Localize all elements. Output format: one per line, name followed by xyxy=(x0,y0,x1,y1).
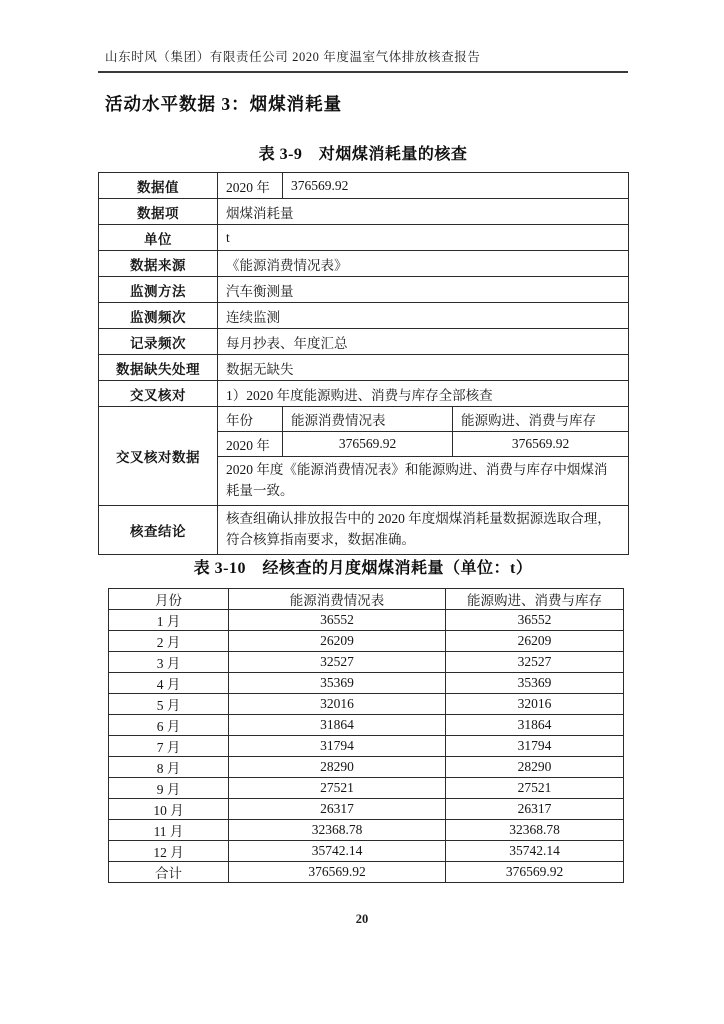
cell-value: 32016 xyxy=(229,694,446,715)
inner-header-purchase-stock: 能源购进、消费与库存 xyxy=(453,407,629,432)
table-row xyxy=(109,841,624,862)
table-row xyxy=(109,736,624,757)
table-row xyxy=(109,610,624,631)
cell-month: 12 月 xyxy=(109,841,229,862)
cell-value: 36552 xyxy=(446,610,624,631)
cell-value: 28290 xyxy=(229,757,446,778)
table-row xyxy=(109,799,624,820)
table-row xyxy=(99,199,629,225)
table-row xyxy=(109,862,624,883)
row-label: 记录频次 xyxy=(99,329,218,355)
cell-month: 9 月 xyxy=(109,778,229,799)
cell-month: 2 月 xyxy=(109,631,229,652)
table-row xyxy=(109,757,624,778)
cell-value: 26209 xyxy=(446,631,624,652)
cell-value: 26209 xyxy=(229,631,446,652)
table-3-9 xyxy=(98,172,629,555)
row-label: 数据来源 xyxy=(99,251,218,277)
cell-value: 35369 xyxy=(446,673,624,694)
table-row xyxy=(99,173,629,199)
row-label: 数据缺失处理 xyxy=(99,355,218,381)
cell-value: 《能源消费情况表》 xyxy=(218,251,629,277)
cell-value: 32527 xyxy=(229,652,446,673)
cell-value: 31864 xyxy=(446,715,624,736)
cell-month: 1 月 xyxy=(109,610,229,631)
cell-value: 烟煤消耗量 xyxy=(218,199,629,225)
table-3-9-caption: 表 3-9 对烟煤消耗量的核查 xyxy=(258,146,468,163)
section-heading: 活动水平数据 3：烟煤消耗量 xyxy=(105,94,343,114)
table-row xyxy=(109,673,624,694)
cell-value: 汽车衡测量 xyxy=(218,277,629,303)
inner-header-consumption-table: 能源消费情况表 xyxy=(283,407,453,432)
table-row xyxy=(99,251,629,277)
cell-value: 31794 xyxy=(446,736,624,757)
cell-value: 376569.92 xyxy=(229,862,446,883)
cell-month: 10 月 xyxy=(109,799,229,820)
cell-value: 31794 xyxy=(229,736,446,757)
cell-value: 每月抄表、年度汇总 xyxy=(218,329,629,355)
cell-value: 31864 xyxy=(229,715,446,736)
cell-value: 36552 xyxy=(229,610,446,631)
table-row xyxy=(109,631,624,652)
cell-value: 27521 xyxy=(446,778,624,799)
cell-value: 35369 xyxy=(229,673,446,694)
cell-month: 3 月 xyxy=(109,652,229,673)
cell-month: 8 月 xyxy=(109,757,229,778)
cell-month: 7 月 xyxy=(109,736,229,757)
row-label: 核查结论 xyxy=(99,505,218,554)
inner-cell-value: 376569.92 xyxy=(453,432,629,457)
cell-value: 32016 xyxy=(446,694,624,715)
cell-month: 合计 xyxy=(109,862,229,883)
row-label: 交叉核对 xyxy=(99,381,218,407)
table-3-10-caption: 表 3-10 经核查的月度烟煤消耗量（单位：t） xyxy=(193,560,533,577)
table-row xyxy=(99,505,629,554)
cell-month: 4 月 xyxy=(109,673,229,694)
cell-year: 2020 年 xyxy=(218,173,283,199)
page-number: 20 xyxy=(355,912,369,926)
table-header-row xyxy=(109,589,624,610)
table-row xyxy=(109,778,624,799)
cell-value: 32368.78 xyxy=(229,820,446,841)
cell-value: 26317 xyxy=(229,799,446,820)
column-header-purchase-stock: 能源购进、消费与库存 xyxy=(446,589,624,610)
cell-value: 1）2020 年度能源购进、消费与库存全部核查 xyxy=(218,381,629,407)
row-label: 监测方法 xyxy=(99,277,218,303)
column-header-consumption-table: 能源消费情况表 xyxy=(229,589,446,610)
table-3-10 xyxy=(108,588,624,883)
table-row xyxy=(109,652,624,673)
inner-cell-value: 376569.92 xyxy=(283,432,453,457)
row-label: 监测频次 xyxy=(99,303,218,329)
inner-cell-year: 2020 年 xyxy=(218,432,283,457)
cell-value: 376569.92 xyxy=(283,173,629,199)
table-row xyxy=(109,820,624,841)
table-row xyxy=(99,329,629,355)
cross-check-note: 2020 年度《能源消费情况表》和能源购进、消费与库存中烟煤消耗量一致。 xyxy=(218,457,629,506)
table-row xyxy=(99,303,629,329)
cell-value: 28290 xyxy=(446,757,624,778)
cell-value: 27521 xyxy=(229,778,446,799)
table-row xyxy=(99,381,629,407)
table-row xyxy=(99,225,629,251)
cell-value: 26317 xyxy=(446,799,624,820)
conclusion-text: 核查组确认排放报告中的 2020 年度烟煤消耗量数据源选取合理，符合核算指南要求，数据准确。 xyxy=(218,505,629,554)
cell-value: 32527 xyxy=(446,652,624,673)
cell-month: 5 月 xyxy=(109,694,229,715)
inner-header-year: 年份 xyxy=(218,407,283,432)
table-row xyxy=(99,277,629,303)
row-label: 数据值 xyxy=(99,173,218,199)
cell-month: 11 月 xyxy=(109,820,229,841)
table-row xyxy=(109,715,624,736)
cell-month: 6 月 xyxy=(109,715,229,736)
cross-check-data-header-row xyxy=(99,407,629,432)
cell-value: 32368.78 xyxy=(446,820,624,841)
cell-value: t xyxy=(218,225,629,251)
cell-value: 连续监测 xyxy=(218,303,629,329)
cell-value: 376569.92 xyxy=(446,862,624,883)
table-row xyxy=(99,355,629,381)
cell-value: 数据无缺失 xyxy=(218,355,629,381)
row-label: 交叉核对数据 xyxy=(99,407,218,506)
row-label: 数据项 xyxy=(99,199,218,225)
table-row xyxy=(109,694,624,715)
row-label: 单位 xyxy=(99,225,218,251)
report-header: 山东时风（集团）有限责任公司 2020 年度温室气体排放核查报告 xyxy=(98,47,628,73)
cell-value: 35742.14 xyxy=(229,841,446,862)
cell-value: 35742.14 xyxy=(446,841,624,862)
column-header-month: 月份 xyxy=(109,589,229,610)
